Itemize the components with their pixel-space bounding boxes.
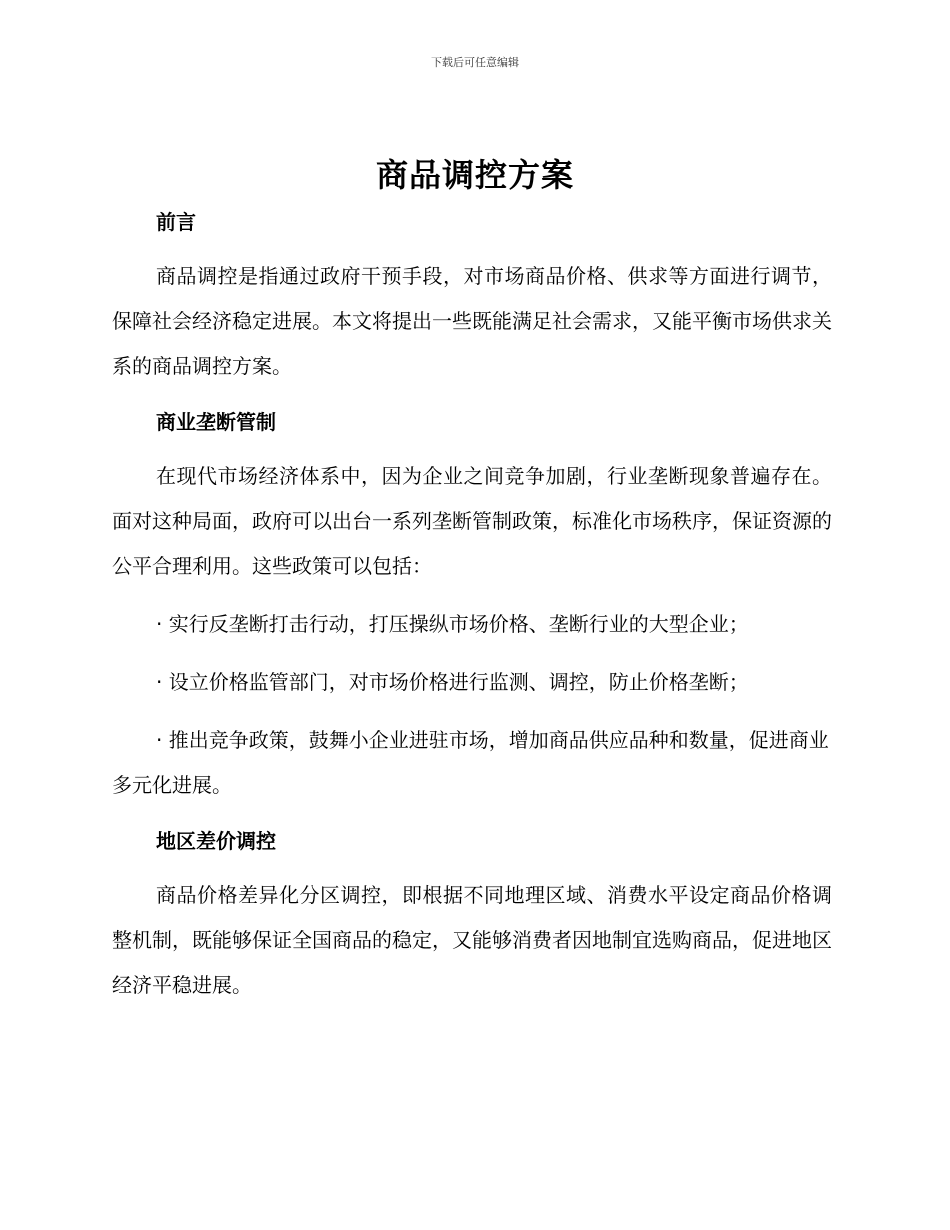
- list-item: · 推出竞争政策，鼓舞小企业进驻市场，增加商品供应品种和数量，促进商业多元化进展。: [112, 728, 829, 797]
- paragraph-monopoly-control: 在现代市场经济体系中，因为企业之间竞争加剧，行业垄断现象普遍存在。面对这种局面，政府可以出台一系列垄断管制政策，标准化市场秩序，保证资源的公平合理利用。这些政策可以包括：: [112, 464, 832, 578]
- section-heading-monopoly-control: 商业垄断管制: [156, 410, 276, 434]
- list-item: · 设立价格监管部门，对市场价格进行监测、调控，防止价格垄断；: [156, 670, 749, 694]
- section-heading-preface: 前言: [156, 210, 196, 234]
- list-item: · 实行反垄断打击行动，打压操纵市场价格、垄断行业的大型企业；: [156, 612, 749, 636]
- header-note: 下载后可任意编辑: [431, 56, 519, 69]
- document-body: [112, 202, 832, 1008]
- section-heading-regional-price: 地区差价调控: [156, 829, 276, 853]
- paragraph-regional-price: 商品价格差异化分区调控，即根据不同地理区域、消费水平设定商品价格调整机制，既能够保证全国商品的稳定，又能够消费者因地制宜选购商品，促进地区经济平稳进展。: [112, 883, 832, 997]
- document-title: 商品调控方案: [375, 156, 574, 194]
- paragraph-preface: 商品调控是指通过政府干预手段，对市场商品价格、供求等方面进行调节，保障社会经济稳定进展。本文将提出一些既能满足社会需求，又能平衡市场供求关系的商品调控方案。: [112, 264, 832, 378]
